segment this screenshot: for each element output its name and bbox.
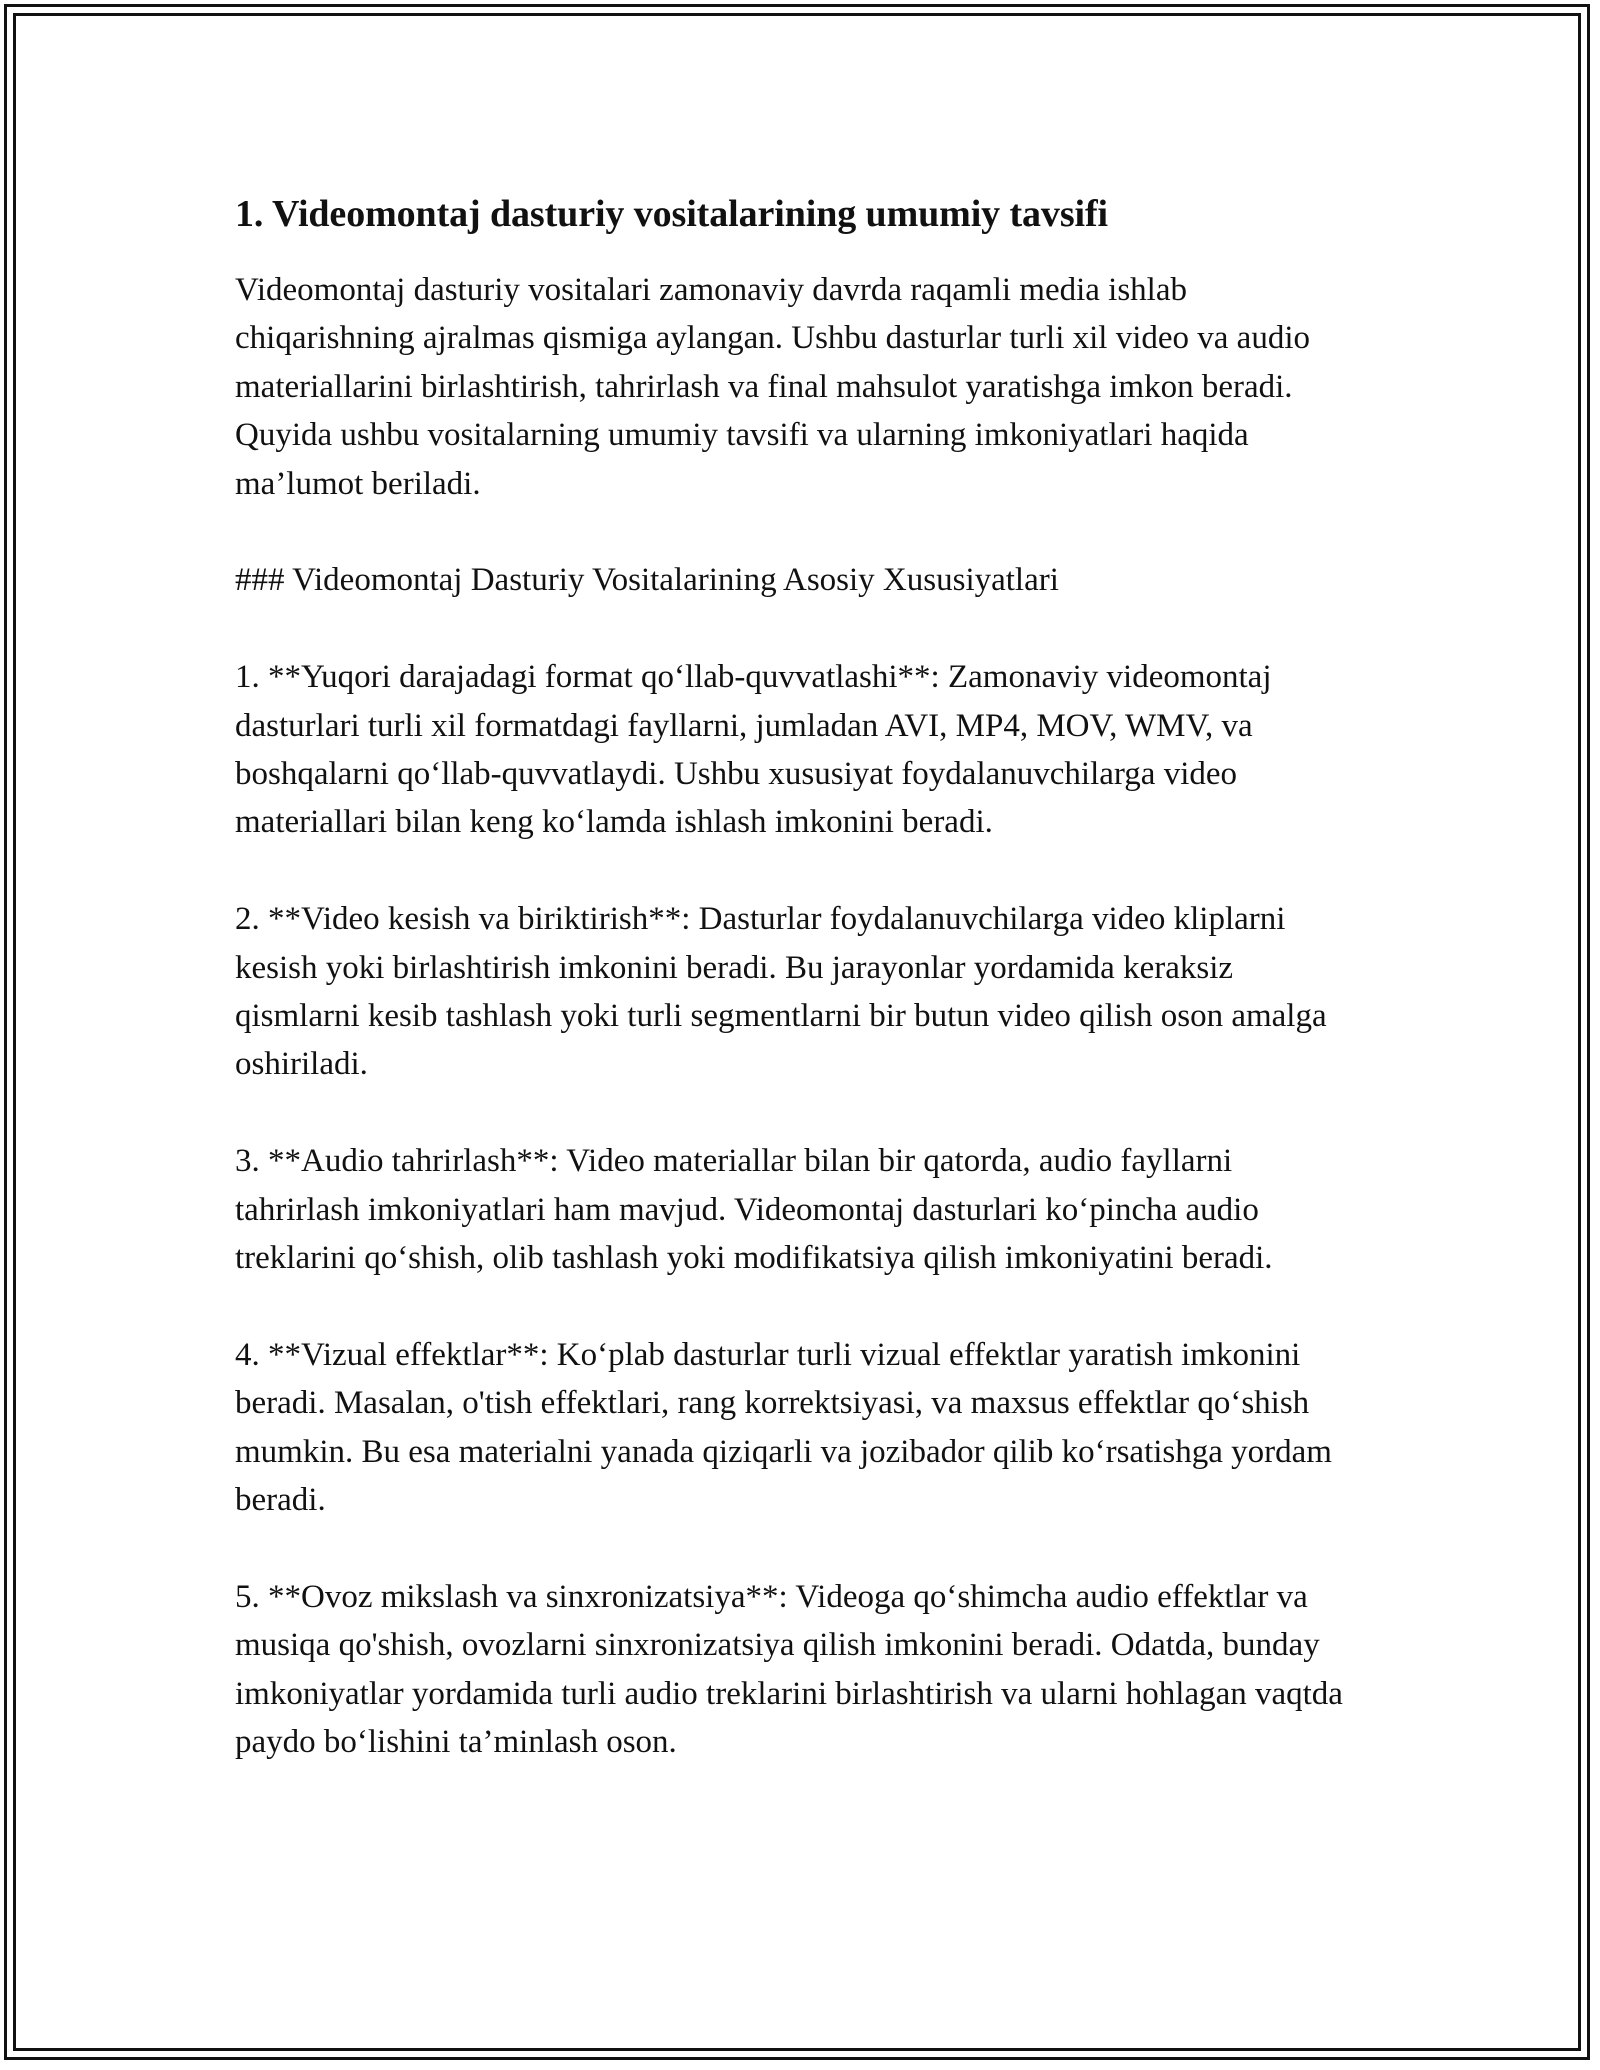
section-title: 1. Videomontaj dasturiy vositalarining umumiy tavsifi xyxy=(235,193,1108,235)
list-item: 1. **Yuqori darajadagi format qo‘llab-quvvatlashi**: Zamonaviy videomontaj dasturlari turli xil formatdagi fayllarni, jumladan AVI, MP4, MOV, WMV, va boshqalarni qo‘llab-quvvatlaydi. Ushbu xususiyat foydalanuvchilarga video materiallari bilan keng ko‘lamda ishlash imkonini beradi. xyxy=(235,659,1272,841)
subheading-paragraph: ### Videomontaj Dasturiy Vositalarining Asosiy Xususiyatlari xyxy=(235,562,1059,599)
list-item: 5. **Ovoz mikslash va sinxronizatsiya**: Videoga qo‘shimcha audio effektlar va musiqa qo'shish, ovozlarni sinxronizatsiya qilish imkonini beradi. Odatda, bunday imkoniyatlar yordamida turli audio treklarini birlashtirish va ularni hohlagan vaqtda paydo bo‘lishini ta’minlash oson. xyxy=(235,1578,1343,1761)
list-item: 2. **Video kesish va biriktirish**: Dasturlar foydalanuvchilarga video kliplarni kesish yoki birlashtirish imkonini beradi. Bu jarayonlar yordamida keraksiz qismlarni kesib tashlash yoki turli segmentlarni bir butun video qilish oson amalga oshiriladi. xyxy=(235,901,1327,1083)
intro-paragraph: Videomontaj dasturiy vositalari zamonaviy davrda raqamli media ishlab chiqarishning ajralmas qismiga aylangan. Ushbu dasturlar turli xil video va audio materiallarini birlashtirish, tahrirlash va final mahsulot yaratishga imkon beradi. Quyida ushbu vositalarning umumiy tavsifi va ularning imkoniyatlari haqida ma’lumot beriladi. xyxy=(235,272,1310,502)
list-item: 3. **Audio tahrirlash**: Video materiallar bilan bir qatorda, audio fayllarni tahrirlash imkoniyatlari ham mavjud. Videomontaj dasturlari ko‘pincha audio treklarini qo‘shish, olib tashlash yoki modifikatsiya qilish imkoniyatini beradi. xyxy=(235,1143,1273,1277)
document-body xyxy=(235,188,1365,1767)
list-item: 4. **Vizual effektlar**: Ko‘plab dasturlar turli vizual effektlar yaratish imkonini beradi. Masalan, o'tish effektlari, rang korrektsiyasi, va maxsus effektlar qo‘shish mumkin. Bu esa materialni yanada qiziqarli va jozibador qilib ko‘rsatishga yordam beradi. xyxy=(235,1336,1332,1519)
